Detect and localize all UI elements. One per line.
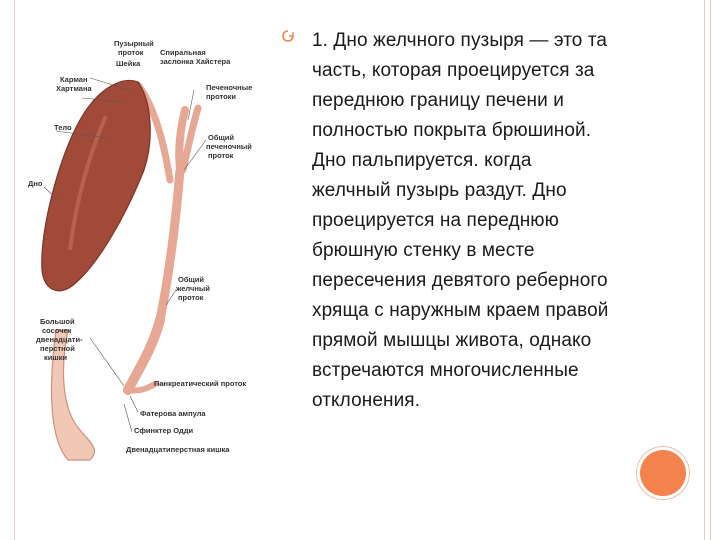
label-common-bile-3: проток (178, 293, 204, 302)
label-duodenum: Двенадцатиперстная кишка (126, 445, 230, 454)
label-papilla: Большой (40, 317, 75, 326)
gallbladder (42, 81, 150, 291)
label-common-bile: Общий (178, 275, 205, 284)
decorative-circle (640, 450, 686, 496)
right-frame-line-inner (710, 0, 711, 540)
label-common-hepatic-2: печеночный (206, 142, 252, 151)
label-hepatic-ducts: Печеночные (206, 83, 253, 92)
label-papilla-3: двенадцати- (36, 335, 83, 344)
label-neck: Шейка (116, 59, 141, 68)
label-spiral-valve: Спиральная (160, 48, 206, 57)
label-hartmann: Карман (60, 75, 88, 84)
label-papilla-4: перстной (40, 344, 75, 353)
label-spiral-valve-2: заслонка Хайстера (160, 57, 231, 66)
label-common-hepatic-3: проток (208, 151, 234, 160)
gallbladder-anatomy-figure (20, 20, 280, 470)
label-papilla-2: сосочек (42, 326, 72, 335)
bullet-item (282, 26, 674, 416)
label-pancreatic-duct: Панкреатический проток (154, 379, 247, 388)
label-body: Тело (54, 123, 72, 132)
label-cystic-duct: Пузырный (114, 39, 154, 48)
label-common-hepatic: Общий (208, 133, 235, 142)
label-oddi: Сфинктер Одди (134, 426, 194, 435)
label-cystic-duct-2: проток (118, 48, 144, 57)
bullet-text: 1. Дно желчного пузыря — это та часть, которая проецируется за переднюю границу печени и полностью покрыта брюшиной. Дно пальпируется. когда желчный пузырь раздут. Дно проецируется на переднюю брюшную стенку в месте пересечения девятого реберного хряща с наружным краем правой прямой мышцы живота, однако встречаются многочисленные отклонения. (312, 30, 609, 411)
label-papilla-5: кишки (44, 353, 67, 362)
bullet-arrow-icon (282, 30, 294, 42)
left-frame-line (14, 0, 15, 540)
label-common-bile-2: желчный (176, 284, 210, 293)
right-frame-line-outer (704, 0, 705, 540)
common-hepatic-duct (160, 170, 180, 320)
label-hartmann-2: Хартмана (56, 84, 92, 93)
label-fundus: Дно (28, 179, 43, 188)
label-hepatic-ducts-2: протоки (206, 92, 237, 101)
label-ampulla: Фатерова ампула (140, 409, 206, 418)
